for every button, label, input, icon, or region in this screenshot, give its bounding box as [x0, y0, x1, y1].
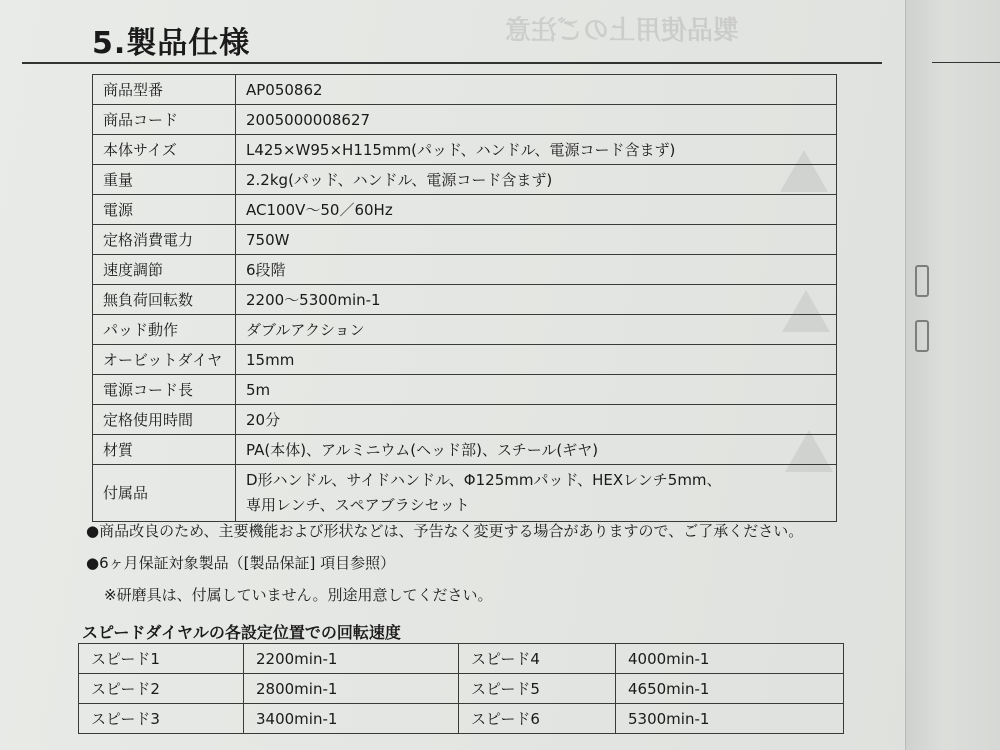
- speed-section-title: スピードダイヤルの各設定位置での回転速度: [82, 623, 401, 642]
- spec-value: 5m: [236, 375, 837, 405]
- adjacent-page-rule: [932, 62, 1000, 63]
- table-row: [79, 674, 844, 704]
- speed-label: スピード1: [79, 644, 244, 674]
- speed-value: 5300min-1: [616, 704, 844, 734]
- spec-label: 定格使用時間: [93, 405, 236, 435]
- spec-value: 15mm: [236, 345, 837, 375]
- spec-label: 付属品: [93, 465, 236, 522]
- table-row: [93, 225, 837, 255]
- speed-value: 3400min-1: [244, 704, 459, 734]
- spec-label: 電源コード長: [93, 375, 236, 405]
- table-row: [79, 704, 844, 734]
- speed-label: スピード5: [459, 674, 616, 704]
- table-row: [93, 405, 837, 435]
- table-row: [93, 375, 837, 405]
- table-row: [93, 435, 837, 465]
- accessories-line: D形ハンドル、サイドハンドル、Φ125mmパッド、HEXレンチ5mm、: [246, 471, 722, 489]
- table-row: [93, 75, 837, 105]
- speed-label: スピード4: [459, 644, 616, 674]
- spec-value: 2200〜5300min-1: [236, 285, 837, 315]
- speed-value: 4650min-1: [616, 674, 844, 704]
- accessories-line: 専用レンチ、スペアブラシセット: [246, 496, 470, 514]
- page-title: 5.製品仕様: [92, 26, 251, 61]
- adjacent-page: [905, 0, 1000, 750]
- table-row: [93, 255, 837, 285]
- spec-label: 重量: [93, 165, 236, 195]
- spec-value: AP050862: [236, 75, 837, 105]
- note-warranty: ●6ヶ月保証対象製品（[製品保証] 項目参照）: [86, 554, 396, 572]
- spec-table: [92, 74, 837, 522]
- spec-value: 20分: [236, 405, 837, 435]
- spec-label: 本体サイズ: [93, 135, 236, 165]
- spec-label: オービットダイヤ: [93, 345, 236, 375]
- speed-table: [78, 643, 844, 734]
- spec-label: 商品型番: [93, 75, 236, 105]
- spec-value: [236, 465, 837, 522]
- table-row: [79, 644, 844, 674]
- binding-ring: [915, 320, 929, 352]
- spec-label: 速度調節: [93, 255, 236, 285]
- table-row-accessories: [93, 465, 837, 522]
- spec-value: 6段階: [236, 255, 837, 285]
- spec-value: AC100V〜50／60Hz: [236, 195, 837, 225]
- table-row: [93, 315, 837, 345]
- speed-value: 4000min-1: [616, 644, 844, 674]
- table-row: [93, 165, 837, 195]
- table-row: [93, 285, 837, 315]
- spec-value: 2.2kg(パッド、ハンドル、電源コード含まず): [236, 165, 837, 195]
- note-abrasive: ※研磨具は、付属していません。別途用意してください。: [104, 586, 493, 604]
- note-product-change: ●商品改良のため、主要機能および形状などは、予告なく変更する場合がありますので、ご了承ください。: [86, 522, 804, 540]
- speed-label: スピード2: [79, 674, 244, 704]
- table-row: [93, 135, 837, 165]
- speed-label: スピード6: [459, 704, 616, 734]
- spec-label: 材質: [93, 435, 236, 465]
- title-underline: [22, 62, 882, 64]
- spec-value: PA(本体)、アルミニウム(ヘッド部)、スチール(ギヤ): [236, 435, 837, 465]
- spec-value: 2005000008627: [236, 105, 837, 135]
- table-row: [93, 195, 837, 225]
- spec-value: 750W: [236, 225, 837, 255]
- spec-label: 無負荷回転数: [93, 285, 236, 315]
- speed-label: スピード3: [79, 704, 244, 734]
- spec-value: L425×W95×H115mm(パッド、ハンドル、電源コード含まず): [236, 135, 837, 165]
- spec-label: 電源: [93, 195, 236, 225]
- spec-label: 商品コード: [93, 105, 236, 135]
- spec-value: ダブルアクション: [236, 315, 837, 345]
- table-row: [93, 105, 837, 135]
- bleed-through-text: 製品使用上のご注意: [505, 16, 740, 46]
- binding-ring: [915, 265, 929, 297]
- speed-value: 2800min-1: [244, 674, 459, 704]
- spec-label: パッド動作: [93, 315, 236, 345]
- table-row: [93, 345, 837, 375]
- spec-label: 定格消費電力: [93, 225, 236, 255]
- speed-value: 2200min-1: [244, 644, 459, 674]
